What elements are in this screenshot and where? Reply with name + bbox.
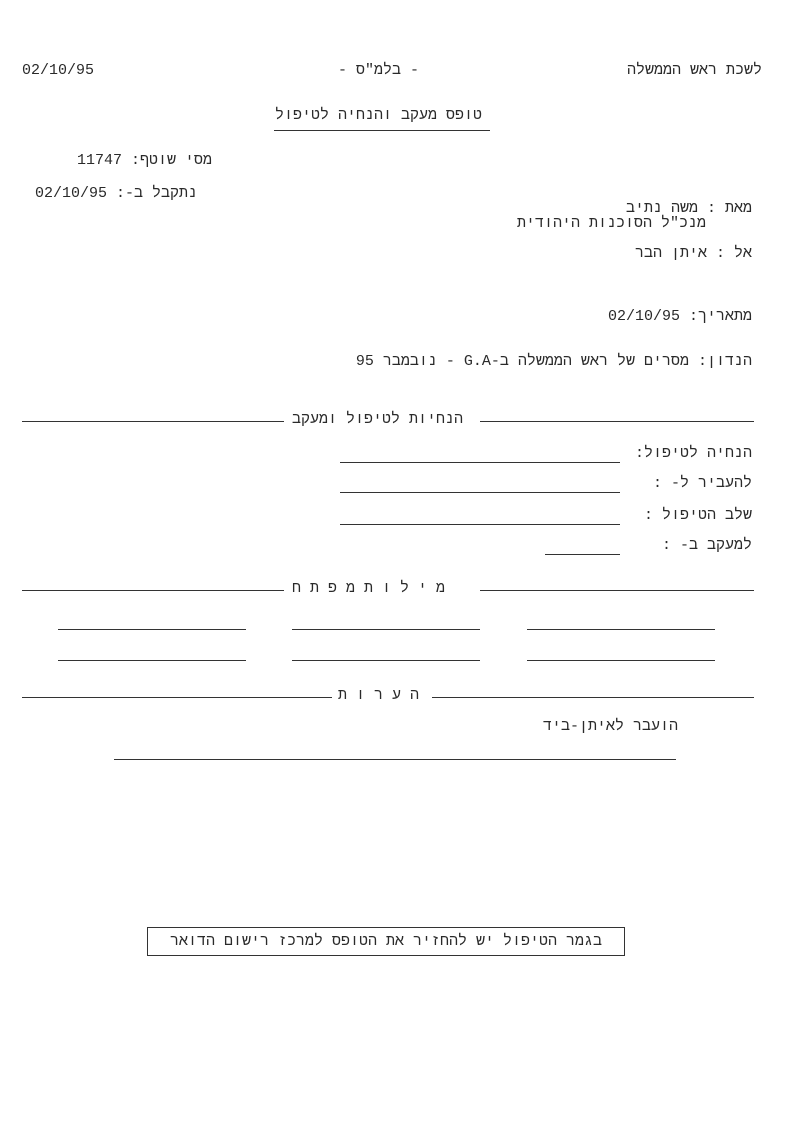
dated-label: מתאריך:	[688, 308, 752, 325]
classification-label: - בלמ"ס -	[338, 62, 420, 79]
handling-instruction-field[interactable]	[340, 462, 620, 463]
from-name: משה נתיב	[625, 200, 698, 217]
to-label: אל :	[715, 245, 752, 262]
section-rule-left	[22, 697, 332, 698]
keywords-section-header	[22, 580, 754, 600]
forward-to-field[interactable]	[340, 492, 620, 493]
keyword-field[interactable]	[292, 629, 480, 630]
notes-section-title: ה ע ר ו ת	[338, 687, 420, 704]
return-instruction-text: בגמר הטיפול יש להחזיר את הטופס למרכז רישום הדואר	[169, 933, 603, 950]
follow-up-label: למעקב ב- :	[661, 537, 752, 554]
from-label: מאת :	[706, 200, 752, 217]
title-underline	[274, 130, 490, 131]
notes-section-header	[22, 687, 754, 707]
partner-number-label: מסי שוטף:	[130, 152, 212, 169]
keyword-field[interactable]	[292, 660, 480, 661]
section-rule-left	[22, 590, 284, 591]
forward-to-label: להעביר ל- :	[652, 475, 752, 492]
return-instruction-box	[147, 927, 625, 956]
notes-text: הועבר לאיתן-ביד	[542, 718, 678, 735]
subject-value: מסרים של ראש הממשלה ב-G.A - נובמבר 95	[355, 353, 689, 370]
partner-number-value: 11747	[76, 152, 122, 169]
received-date-value: 02/10/95	[34, 185, 107, 202]
received-label: נתקבל ב-:	[115, 185, 197, 202]
recipient-office: לשכת ראש הממשלה	[626, 62, 762, 79]
handling-stage-field[interactable]	[340, 524, 620, 525]
keyword-field[interactable]	[58, 660, 246, 661]
instructions-section-header	[22, 411, 754, 431]
keywords-section-title: מ י ל ו ת מ פ ת ח	[292, 580, 446, 597]
keyword-field[interactable]	[527, 660, 715, 661]
from-title: מנכ"ל הסוכנות היהודית	[516, 215, 706, 232]
subject-label: הנדון:	[697, 353, 752, 370]
subject-row	[356, 353, 752, 370]
keyword-field[interactable]	[58, 629, 246, 630]
handling-instruction-label: הנחיה לטיפול:	[634, 445, 752, 462]
received-row	[35, 185, 197, 202]
section-rule-right	[432, 697, 754, 698]
dated-value: 02/10/95	[607, 308, 680, 325]
section-rule-left	[22, 421, 284, 422]
section-rule-right	[480, 421, 754, 422]
form-title: טופס מעקב והנחיה לטיפול	[275, 107, 483, 124]
section-rule-right	[480, 590, 754, 591]
to-row	[635, 245, 752, 262]
keyword-field[interactable]	[527, 629, 715, 630]
notes-line[interactable]	[114, 759, 676, 760]
header-date: 02/10/95	[22, 62, 95, 79]
dated-row	[608, 308, 752, 325]
follow-up-field[interactable]	[545, 554, 620, 555]
partner-number-row	[77, 152, 212, 169]
handling-stage-label: שלב הטיפול :	[643, 507, 752, 524]
instructions-section-title: הנחיות לטיפול ומעקב	[292, 411, 464, 428]
to-name: איתן הבר	[634, 245, 707, 262]
